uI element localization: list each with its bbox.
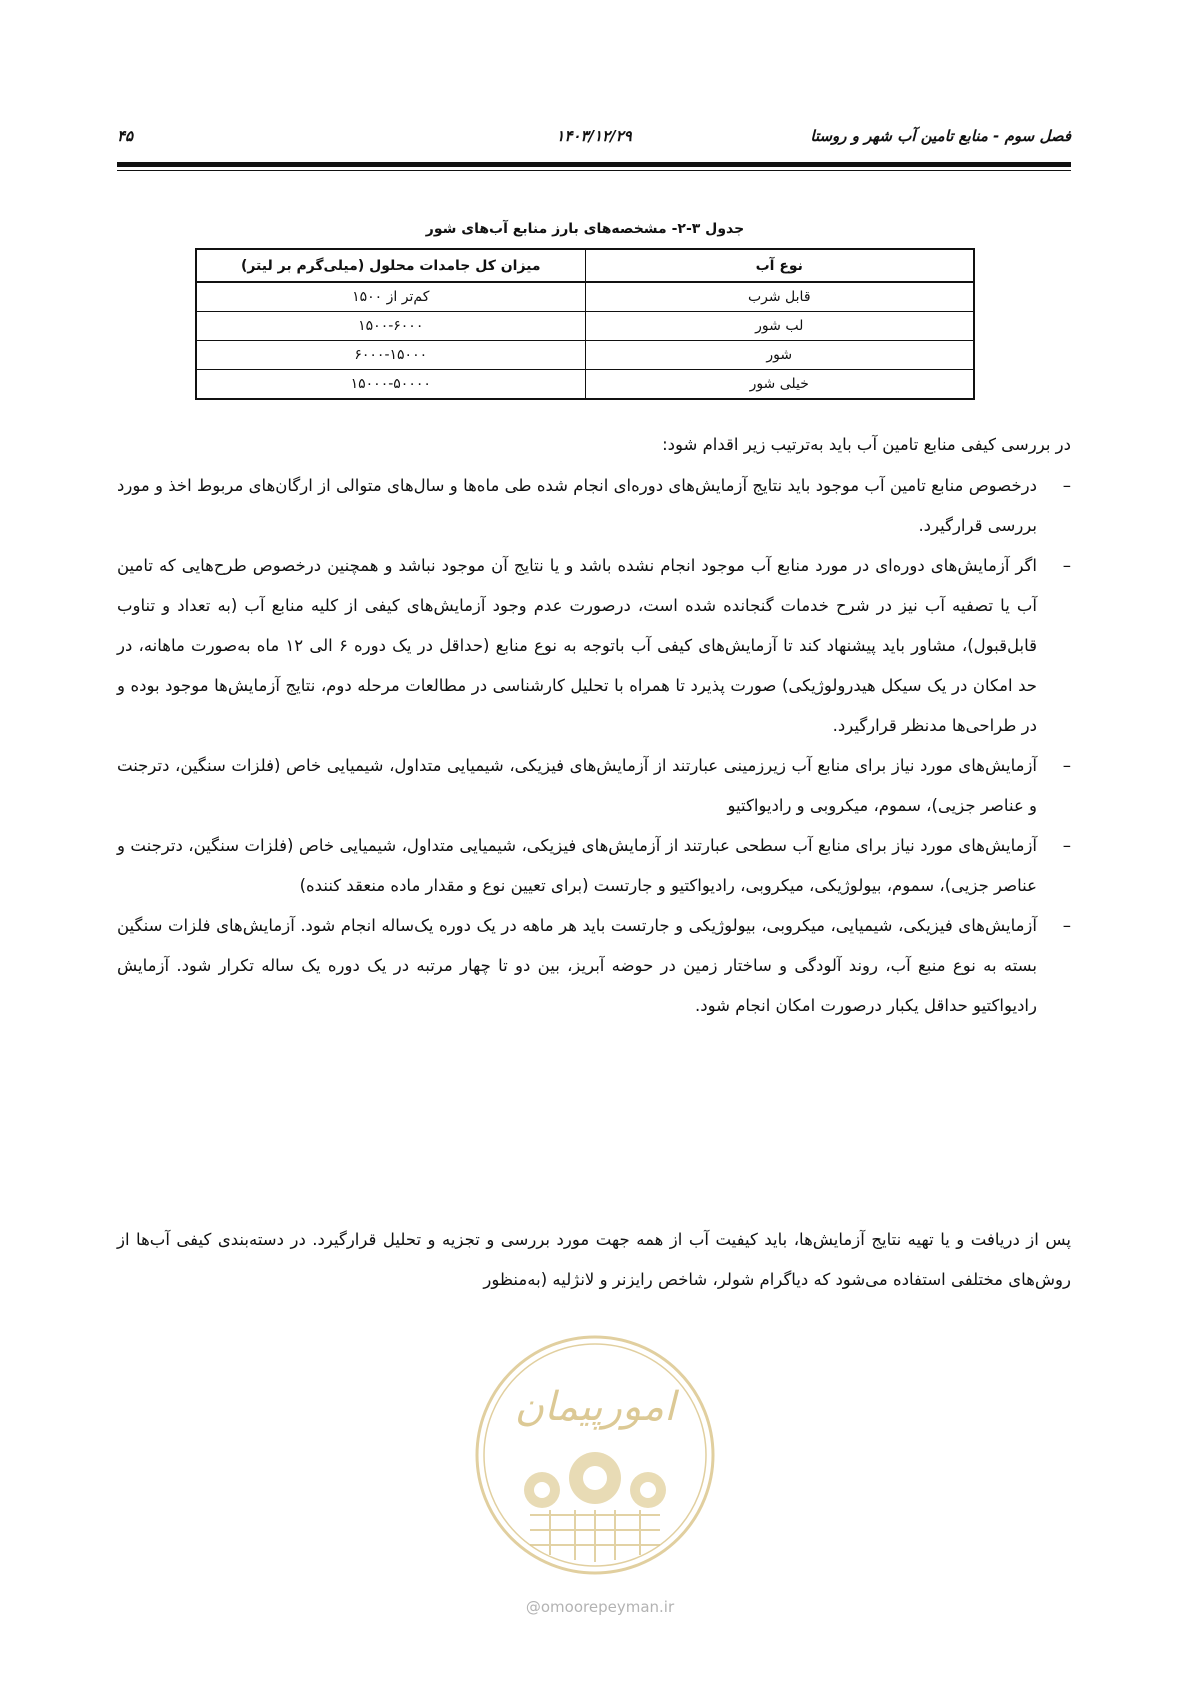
intro-paragraph: در بررسی کیفی منابع تامین آب باید به‌ترتیب زیر اقدام شود: bbox=[662, 435, 1071, 454]
header-date: ۱۴۰۳/۱۲/۲۹ bbox=[556, 127, 632, 145]
header-divider bbox=[117, 162, 1071, 167]
list-item bbox=[117, 746, 1071, 826]
table-caption: جدول ۳-۲- مشخصه‌های بارز منابع آب‌های شور bbox=[425, 221, 745, 237]
water-type-cell: خیلی شور bbox=[585, 370, 974, 400]
watermark-logo-text: امورپیمان bbox=[514, 1384, 676, 1430]
tds-cell: ۱۵۰۰-۶۰۰۰ bbox=[196, 312, 585, 341]
salinity-table bbox=[195, 248, 975, 400]
bullet-dash: – bbox=[1062, 756, 1071, 775]
table-header-row bbox=[196, 249, 974, 282]
list-item bbox=[117, 906, 1071, 1026]
chapter-title: فصل سوم - منابع تامین آب شهر و روستا bbox=[810, 127, 1071, 145]
list-item-text: آزمایش‌های مورد نیاز برای منابع آب سطحی عبارتند از آزمایش‌های فیزیکی، شیمیایی متداول، شیمیایی خاص (فلزات سنگین، دترجنت و عناصر جزیی)، سموم، بیولوژیکی، میکروبی، رادیواکتیو و جارتست (برای تعیین نوع و مقدار ماده منعقد کننده) bbox=[117, 836, 1037, 895]
page-header bbox=[117, 127, 1071, 151]
header-divider-thin bbox=[117, 170, 1071, 171]
list-item bbox=[117, 546, 1071, 746]
requirements-list bbox=[117, 466, 1071, 1026]
bullet-dash: – bbox=[1062, 476, 1071, 495]
tds-cell: کم‌تر از ۱۵۰۰ bbox=[196, 282, 585, 312]
list-item bbox=[117, 826, 1071, 906]
list-item-text: اگر آزمایش‌های دوره‌ای در مورد منابع آب موجود انجام نشده باشد و یا نتایج آن موجود نباشد و همچنین درخصوص طرح‌هایی که تامین آب یا تصفیه آب نیز در شرح خدمات گنجانده شده است، درصورت عدم وجود آزمایش‌های کیفی از کلیه منابع آب (به تعداد و تناوب قابل‌قبول)، مشاور باید پیشنهاد کند تا آزمایش‌های کیفی آب باتوجه به نوع منابع (حداقل در یک دوره ۶ الی ۱۲ ماه به‌صورت ماهانه، در حد امکان در یک سیکل هیدرولوژیکی) صورت پذیرد تا همراه با تحلیل کارشناسی در مطالعات مرحله دوم، نتایج آزمایش‌ها موجود بوده و در طراحی‌ها مدنظر قرارگیرد. bbox=[117, 556, 1038, 735]
list-item-text: درخصوص منابع تامین آب موجود باید نتایج آزمایش‌های دوره‌ای انجام شده طی ماه‌ها و سال‌های متوالی از ارگان‌های مربوط اخذ و مورد بررسی قرارگیرد. bbox=[117, 476, 1037, 535]
water-type-cell: لب شور bbox=[585, 312, 974, 341]
list-item-text: آزمایش‌های فیزیکی، شیمیایی، میکروبی، بیولوژیکی و جارتست باید هر ماهه در یک دوره یک‌ساله انجام شود. آزمایش‌های فلزات سنگین بسته به نوع منبع آب، روند آلودگی و ساختار زمین در حوضه آبریز، بین دو تا چهار مرتبه در یک دوره یک ساله تکرار شود. آزمایش رادیواکتیو حداقل یکبار درصورت امکان انجام شود. bbox=[117, 916, 1037, 1015]
closing-paragraph: پس از دریافت و یا تهیه نتایج آزمایش‌ها، باید کیفیت آب از همه جهت مورد بررسی و تجزیه و تحلیل قرارگیرد. در دسته‌بندی کیفی آب‌ها از روش‌های مختلفی استفاده می‌شود که دیاگرام شولر، شاخص رایزنر و لانژلیه (به‌منظور bbox=[117, 1230, 1071, 1289]
page-number: ۴۵ bbox=[117, 127, 134, 145]
table-row bbox=[196, 312, 974, 341]
column-header-water-type: نوع آب bbox=[585, 249, 974, 282]
water-type-cell: شور bbox=[585, 341, 974, 370]
bullet-dash: – bbox=[1062, 916, 1071, 935]
table-row bbox=[196, 341, 974, 370]
list-item bbox=[117, 466, 1071, 546]
tds-cell: ۱۵۰۰۰-۵۰۰۰۰ bbox=[196, 370, 585, 400]
tds-cell: ۶۰۰۰-۱۵۰۰۰ bbox=[196, 341, 585, 370]
water-type-cell: قابل شرب bbox=[585, 282, 974, 312]
bullet-dash: – bbox=[1062, 556, 1071, 575]
watermark-url: @omoorepeyman.ir bbox=[525, 1598, 675, 1616]
table-row bbox=[196, 282, 974, 312]
watermark-logo bbox=[460, 1320, 730, 1590]
bullet-dash: – bbox=[1062, 836, 1071, 855]
table-row bbox=[196, 370, 974, 400]
list-item-text: آزمایش‌های مورد نیاز برای منابع آب زیرزمینی عبارتند از آزمایش‌های فیزیکی، شیمیایی متداول، شیمیایی خاص (فلزات سنگین، دترجنت و عناصر جزیی)، سموم، میکروبی و رادیواکتیو bbox=[117, 756, 1037, 815]
column-header-tds: میزان کل جامدات محلول (میلی‌گرم بر لیتر) bbox=[196, 249, 585, 282]
